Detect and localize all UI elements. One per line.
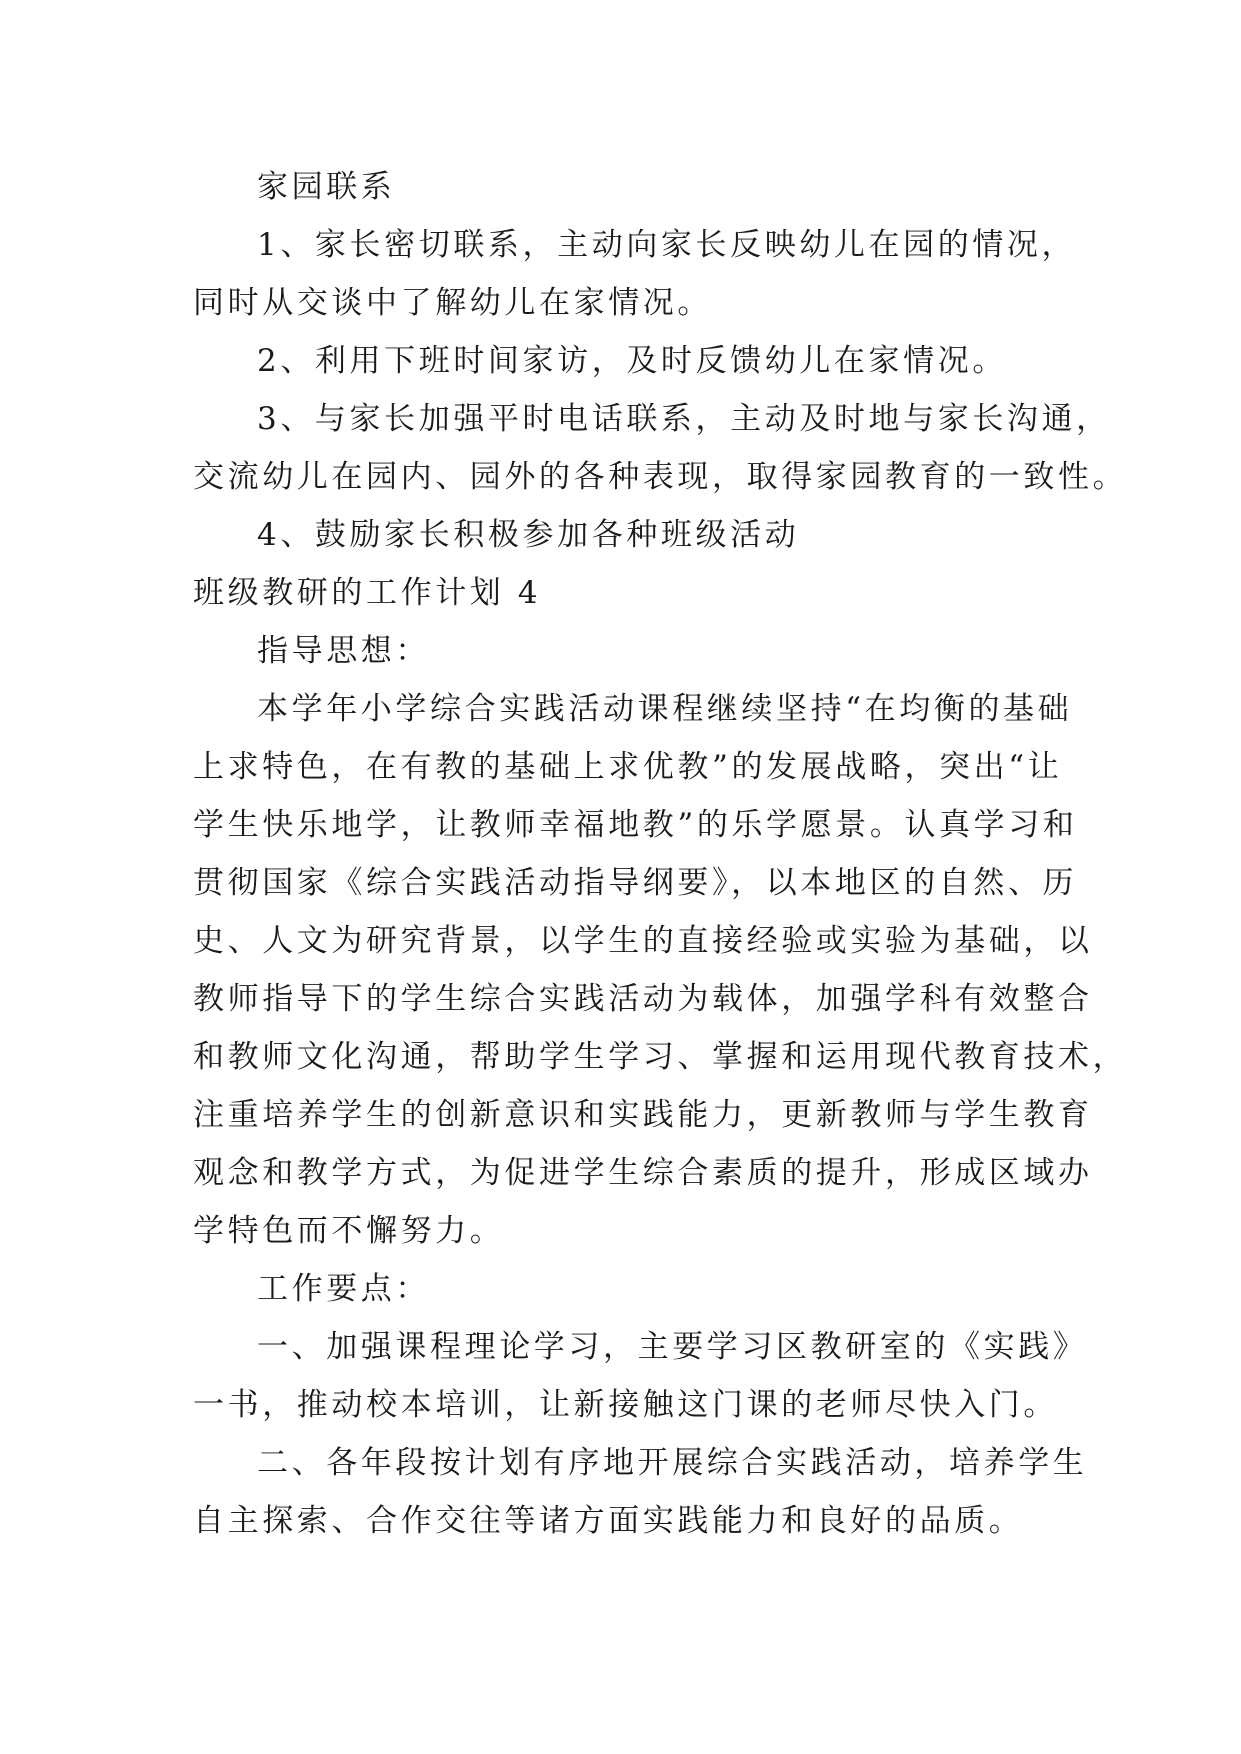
paragraph-line: 4、鼓励家长积极参加各种班级活动 bbox=[257, 517, 800, 553]
paragraph-line: 二、各年段按计划有序地开展综合实践活动，培养学生 bbox=[257, 1445, 1088, 1481]
paragraph-line: 自主探索、合作交往等诸方面实践能力和良好的品质。 bbox=[193, 1503, 1024, 1539]
paragraph-line: 上求特色，在有教的基础上求优教”的发展战略，突出“让 bbox=[193, 749, 1063, 785]
paragraph-line: 学生快乐地学，让教师幸福地教”的乐学愿景。认真学习和 bbox=[193, 807, 1078, 843]
paragraph-line: 注重培养学生的创新意识和实践能力，更新教师与学生教育 bbox=[193, 1097, 1093, 1133]
paragraph-line: 2、利用下班时间家访，及时反馈幼儿在家情况。 bbox=[257, 343, 1007, 379]
paragraph-line: 交流幼儿在园内、园外的各种表现，取得家园教育的一致性。 bbox=[193, 459, 1128, 495]
paragraph-line: 贯彻国家《综合实践活动指导纲要》，以本地区的自然、历 bbox=[193, 865, 1078, 901]
paragraph-line: 和教师文化沟通，帮助学生学习、掌握和运用现代教育技术， bbox=[193, 1039, 1128, 1075]
paragraph-line: 观念和教学方式，为促进学生综合素质的提升，形成区域办 bbox=[193, 1155, 1093, 1191]
paragraph-line: 一书，推动校本培训，让新接触这门课的老师尽快入门。 bbox=[193, 1387, 1058, 1423]
paragraph-line: 一、加强课程理论学习，主要学习区教研室的《实践》 bbox=[257, 1329, 1088, 1365]
document-title: 班级教研的工作计划 4 bbox=[193, 575, 542, 611]
paragraph-line: 学特色而不懈努力。 bbox=[193, 1213, 505, 1249]
section-heading-home-school: 家园联系 bbox=[257, 169, 396, 205]
section-heading-work-points: 工作要点： bbox=[257, 1271, 430, 1307]
paragraph-line: 1、家长密切联系，主动向家长反映幼儿在园的情况， bbox=[257, 227, 1077, 263]
document-body bbox=[193, 158, 1128, 1550]
paragraph-line: 本学年小学综合实践活动课程继续坚持“在均衡的基础 bbox=[257, 691, 1073, 727]
paragraph-line: 3、与家长加强平时电话联系，主动及时地与家长沟通， bbox=[257, 401, 1111, 437]
paragraph-line: 同时从交谈中了解幼儿在家情况。 bbox=[193, 285, 712, 321]
section-heading-guiding-ideology: 指导思想： bbox=[257, 633, 430, 669]
paragraph-line: 史、人文为研究背景，以学生的直接经验或实验为基础，以 bbox=[193, 923, 1093, 959]
paragraph-line: 教师指导下的学生综合实践活动为载体，加强学科有效整合 bbox=[193, 981, 1093, 1017]
